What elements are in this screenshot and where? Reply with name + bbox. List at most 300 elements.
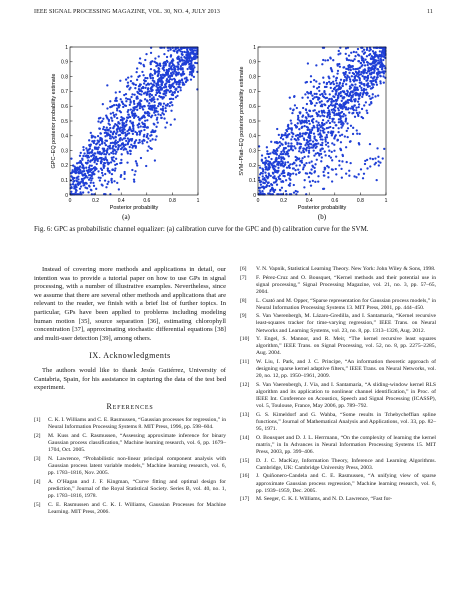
scatter-plot-a [51, 45, 200, 211]
scatter-point [383, 65, 385, 67]
scatter-point [347, 102, 349, 104]
scatter-point [183, 63, 185, 65]
scatter-point [321, 144, 323, 146]
scatter-point [267, 160, 269, 162]
scatter-point [327, 176, 329, 178]
scatter-point [153, 69, 155, 71]
scatter-point [160, 108, 162, 110]
scatter-point [349, 80, 351, 82]
scatter-point [341, 125, 343, 127]
scatter-point [139, 105, 141, 107]
scatter-point [313, 96, 315, 98]
scatter-point [327, 100, 329, 102]
scatter-point [175, 96, 177, 98]
scatter-point [335, 124, 337, 126]
scatter-point [89, 164, 91, 166]
scatter-point [361, 50, 363, 52]
scatter-point [324, 93, 326, 95]
scatter-point [146, 141, 148, 143]
scatter-point [156, 117, 158, 119]
x-tick-label: 0.6 [331, 198, 339, 204]
scatter-point [343, 91, 345, 93]
scatter-point [186, 55, 188, 57]
scatter-point [139, 107, 141, 109]
scatter-point [167, 50, 169, 52]
scatter-point [157, 121, 159, 123]
scatter-point [276, 171, 278, 173]
scatter-point [345, 83, 347, 85]
scatter-point [283, 151, 285, 153]
scatter-point [382, 157, 384, 159]
scatter-point [119, 139, 121, 141]
scatter-point [340, 120, 342, 122]
scatter-point [149, 96, 151, 98]
scatter-point [356, 68, 358, 70]
scatter-point [282, 181, 284, 183]
scatter-point [365, 88, 367, 90]
scatter-point [125, 93, 127, 95]
scatter-point [75, 168, 77, 170]
scatter-point [170, 86, 172, 88]
scatter-point [161, 76, 163, 78]
scatter-point [371, 62, 373, 64]
scatter-point [266, 150, 268, 152]
scatter-point [154, 57, 156, 59]
scatter-point [167, 103, 169, 105]
scatter-point [283, 147, 285, 149]
scatter-point [347, 65, 349, 67]
scatter-point [281, 187, 283, 189]
scatter-point [341, 134, 343, 136]
scatter-point [112, 131, 114, 133]
reference-text: A. O’Hagan and J. F. Kingman, “Curve fitting and optimal design for prediction,” Journal of the Royal Statistical Society. Series B, vol. 40, no. 1, pp. 1783–1816, 1978. [48, 478, 226, 500]
scatter-point [163, 92, 165, 94]
scatter-point [370, 67, 372, 69]
scatter-point [339, 66, 341, 68]
scatter-point [358, 54, 360, 56]
scatter-point [148, 145, 150, 147]
scatter-point [136, 79, 138, 81]
scatter-point [310, 185, 312, 187]
scatter-point [357, 48, 359, 50]
scatter-point [170, 90, 172, 92]
scatter-point [178, 80, 180, 82]
scatter-point [101, 120, 103, 122]
scatter-point [321, 100, 323, 102]
scatter-point [172, 60, 174, 62]
scatter-point [273, 165, 275, 167]
scatter-point [101, 172, 103, 174]
scatter-point [125, 97, 127, 99]
scatter-point [101, 184, 103, 186]
scatter-point [79, 188, 81, 190]
scatter-point [276, 128, 278, 130]
scatter-point [149, 75, 151, 77]
scatter-point [172, 72, 174, 74]
scatter-point [352, 68, 354, 70]
scatter-point [155, 85, 157, 87]
scatter-point [364, 64, 366, 66]
scatter-point [279, 145, 281, 147]
scatter-point [167, 89, 169, 91]
scatter-point [159, 86, 161, 88]
scatter-point [313, 86, 315, 88]
scatter-point [314, 104, 316, 106]
reference-number: [8] [240, 297, 247, 304]
y-tick-label: 0.2 [249, 163, 256, 170]
scatter-point [148, 90, 150, 92]
scatter-point [285, 190, 287, 192]
scatter-point [173, 78, 175, 80]
scatter-point [294, 147, 296, 149]
scatter-point [290, 122, 292, 124]
scatter-point [365, 101, 367, 103]
scatter-point [129, 104, 131, 106]
scatter-point [313, 125, 315, 127]
scatter-point [322, 59, 324, 61]
scatter-point [163, 117, 165, 119]
scatter-point [169, 78, 171, 80]
scatter-point [324, 154, 326, 156]
reference-item [240, 266, 436, 273]
scatter-point [287, 128, 289, 130]
scatter-point [141, 117, 143, 119]
scatter-point [158, 55, 160, 57]
scatter-point [177, 63, 179, 65]
scatter-point [345, 173, 347, 175]
reference-text: M. Seeger, C. K. I. Williams, and N. D. Lawrence, “Fast for- [256, 496, 393, 503]
scatter-point [116, 163, 118, 165]
scatter-point [353, 175, 355, 177]
scatter-point [111, 120, 113, 122]
scatter-point [327, 131, 329, 133]
reference-item [240, 336, 436, 357]
reference-item [34, 433, 226, 454]
scatter-point [81, 157, 83, 159]
scatter-point [303, 137, 305, 139]
scatter-point [301, 97, 303, 99]
scatter-point [338, 118, 340, 120]
y-tick-label: 0.9 [61, 59, 68, 66]
scatter-point [112, 150, 114, 152]
scatter-point [315, 145, 317, 147]
scatter-point [282, 170, 284, 172]
reference-text: V. N. Vapnik, Statistical Learning Theory. New York: John Wiley & Sons, 1998. [256, 266, 436, 272]
scatter-point [374, 79, 376, 81]
scatter-point [331, 151, 333, 153]
scatter-point [357, 115, 359, 117]
scatter-point [289, 108, 291, 110]
reference-item [240, 496, 436, 503]
scatter-point [283, 158, 285, 160]
scatter-point [110, 131, 112, 133]
scatter-point [320, 138, 322, 140]
scatter-point [333, 150, 335, 152]
scatter-point [143, 134, 145, 136]
scatter-point [129, 146, 131, 148]
scatter-point [286, 130, 288, 132]
scatter-point [318, 111, 320, 113]
scatter-point [91, 140, 93, 142]
scatter-point [305, 162, 307, 164]
scatter-point [101, 169, 103, 171]
scatter-point [111, 142, 113, 144]
scatter-point [273, 161, 275, 163]
scatter-point [100, 137, 102, 139]
scatter-point [331, 98, 333, 100]
scatter-point [348, 72, 350, 74]
scatter-point [188, 63, 190, 65]
scatter-point [372, 93, 374, 95]
scatter-point [273, 175, 275, 177]
scatter-point [280, 151, 282, 153]
scatter-point [147, 126, 149, 128]
scatter-point [105, 186, 107, 188]
scatter-point [318, 86, 320, 88]
scatter-point [366, 112, 368, 114]
scatter-point [99, 144, 101, 146]
scatter-point [328, 77, 330, 79]
scatter-point [327, 107, 329, 109]
reference-item [240, 313, 436, 334]
scatter-point [280, 137, 282, 139]
scatter-point [291, 112, 293, 114]
scatter-point [129, 120, 131, 122]
scatter-point [301, 157, 303, 159]
scatter-point [357, 60, 359, 62]
scatter-point [122, 106, 124, 108]
scatter-point [165, 72, 167, 74]
scatter-point [178, 86, 180, 88]
scatter-point [306, 121, 308, 123]
scatter-point [88, 185, 90, 187]
scatter-point [92, 158, 94, 160]
scatter-point [341, 115, 343, 117]
scatter-point [132, 109, 134, 111]
scatter-point [139, 102, 141, 104]
intro-paragraph: Instead of covering more methods and applications in detail, our intention was to provide a tutorial paper on how to use GPs in signal processing, with a number of illustrative examples. Nevertheless, since we assume that there are several other methods and applications that are relevant to the reader, we finish with a brief list of further topics. In particular, GPs have been applied to problems including modeling human motion [35], source separation [36], estimating chlorophyll concentration [37], approximating stochastic differential equations [38] and multi-user detection [39], among others. [34, 266, 226, 342]
scatter-point [176, 65, 178, 67]
scatter-point [317, 152, 319, 154]
scatter-point [146, 119, 148, 121]
scatter-point [355, 109, 357, 111]
scatter-point [295, 164, 297, 166]
scatter-point [381, 52, 383, 54]
scatter-point [186, 78, 188, 80]
scatter-point [316, 126, 318, 128]
scatter-point [351, 112, 353, 114]
scatter-point [145, 53, 147, 55]
scatter-point [369, 85, 371, 87]
y-tick-label: 0.8 [249, 74, 256, 81]
scatter-point [292, 133, 294, 135]
reference-text: D. J. C. MacKay, Information Theory, Inference and Learning Algorithms. Cambridge, UK: Cambridge University Press, 2003. [256, 457, 436, 471]
x-tick-label: 0.8 [356, 198, 364, 204]
scatter-point [160, 114, 162, 116]
scatter-point [380, 64, 382, 66]
scatter-point [107, 167, 109, 169]
scatter-point [89, 174, 91, 176]
scatter-point [115, 158, 117, 160]
scatter-point [331, 130, 333, 132]
reference-number: [6] [240, 266, 247, 272]
scatter-point [151, 89, 153, 91]
scatter-point [332, 59, 334, 61]
scatter-point [340, 91, 342, 93]
scatter-point [175, 71, 177, 73]
scatter-point [292, 149, 294, 151]
scatter-point [331, 159, 333, 161]
scatter-point [155, 107, 157, 109]
scatter-point [80, 172, 82, 174]
scatter-point [120, 159, 122, 161]
scatter-point [310, 92, 312, 94]
reference-number: [16] [240, 473, 250, 480]
x-tick-label: 0.2 [92, 198, 100, 204]
scatter-point [343, 66, 345, 68]
scatter-point [293, 162, 295, 164]
scatter-point [306, 103, 308, 105]
scatter-point [139, 132, 141, 134]
scatter-point [128, 128, 130, 130]
scatter-point [70, 158, 72, 160]
scatter-point [372, 60, 374, 62]
scatter-point [379, 50, 381, 52]
scatter-point [284, 132, 286, 134]
scatter-point [171, 78, 173, 80]
scatter-point [155, 135, 157, 137]
scatter-point [190, 79, 192, 81]
scatter-point [380, 59, 382, 61]
scatter-point [133, 101, 135, 103]
scatter-point [280, 158, 282, 160]
scatter-point [135, 84, 137, 86]
scatter-point [323, 81, 325, 83]
scatter-point [330, 87, 332, 89]
scatter-point [108, 162, 110, 164]
scatter-point [350, 125, 352, 127]
scatter-point [79, 182, 81, 184]
scatter-point [305, 117, 307, 119]
scatter-point [194, 62, 196, 64]
scatter-point [83, 173, 85, 175]
scatter-point [302, 150, 304, 152]
scatter-point [267, 182, 269, 184]
scatter-point [104, 162, 106, 164]
scatter-point [120, 116, 122, 118]
scatter-point [339, 115, 341, 117]
scatter-point [126, 151, 128, 153]
scatter-point [135, 114, 137, 116]
scatter-point [285, 141, 287, 143]
scatter-point [96, 158, 98, 160]
reference-item [240, 359, 436, 380]
scatter-point [260, 184, 262, 186]
scatter-point [153, 123, 155, 125]
scatter-point [358, 93, 360, 95]
scatter-point [333, 114, 335, 116]
scatter-point [366, 167, 368, 169]
scatter-point [322, 127, 324, 129]
scatter-point [297, 169, 299, 171]
y-axis-label: GPC−EQ posterior probability estimate [51, 73, 57, 169]
scatter-point [170, 124, 172, 126]
scatter-point [158, 102, 160, 104]
scatter-point [306, 126, 308, 128]
scatter-point [262, 162, 264, 164]
scatter-point [93, 140, 95, 142]
scatter-point [381, 71, 383, 73]
scatter-point [261, 154, 263, 156]
scatter-point [277, 167, 279, 169]
scatter-point [106, 183, 108, 185]
scatter-point [296, 143, 298, 145]
scatter-point [322, 124, 324, 126]
scatter-point [259, 173, 261, 175]
scatter-point [349, 88, 351, 90]
scatter-point [192, 64, 194, 66]
scatter-point [298, 119, 300, 121]
scatter-point [87, 155, 89, 157]
scatter-point [141, 90, 143, 92]
scatter-point [331, 118, 333, 120]
y-tick-label: 0 [253, 192, 256, 199]
scatter-point [90, 189, 92, 191]
scatter-point [129, 153, 131, 155]
reference-text: W. Liu, I. Park, and J. C. Principe, “An information theoretic approach of designing sparse kernel adaptive filters,” IEEE Trans. on Neural Networks, vol. 20, no. 12, pp. 1950–1961, 2009. [256, 359, 436, 380]
scatter-point [79, 191, 81, 193]
scatter-point [132, 82, 134, 84]
scatter-point [310, 103, 312, 105]
scatter-point [347, 75, 349, 77]
scatter-point [370, 57, 372, 59]
scatter-point [277, 146, 279, 148]
right-column [240, 266, 436, 505]
scatter-point [345, 146, 347, 148]
x-tick-label: 0.4 [117, 198, 125, 204]
x-tick-label: 0.6 [143, 198, 151, 204]
scatter-point [88, 169, 90, 171]
scatter-point [87, 159, 89, 161]
scatter-point [322, 111, 324, 113]
scatter-point [125, 121, 127, 123]
scatter-point [349, 141, 351, 143]
scatter-point [77, 168, 79, 170]
scatter-point [125, 105, 127, 107]
scatter-point [126, 86, 128, 88]
scatter-point [266, 184, 268, 186]
scatter-point [176, 50, 178, 52]
reference-number: [17] [240, 496, 250, 503]
scatter-point [158, 95, 160, 97]
scatter-point [301, 126, 303, 128]
scatter-point [82, 191, 84, 193]
scatter-point [377, 76, 379, 78]
scatter-point [308, 152, 310, 154]
scatter-point [284, 153, 286, 155]
scatter-point [319, 129, 321, 131]
scatter-point [291, 145, 293, 147]
scatter-point [317, 96, 319, 98]
y-tick-label: 0.2 [61, 163, 68, 170]
scatter-point [293, 191, 295, 193]
scatter-point [333, 144, 335, 146]
scatter-point [309, 123, 311, 125]
scatter-point [335, 89, 337, 91]
y-tick-label: 0.7 [249, 89, 256, 96]
scatter-point [383, 82, 385, 84]
scatter-point [273, 191, 275, 193]
